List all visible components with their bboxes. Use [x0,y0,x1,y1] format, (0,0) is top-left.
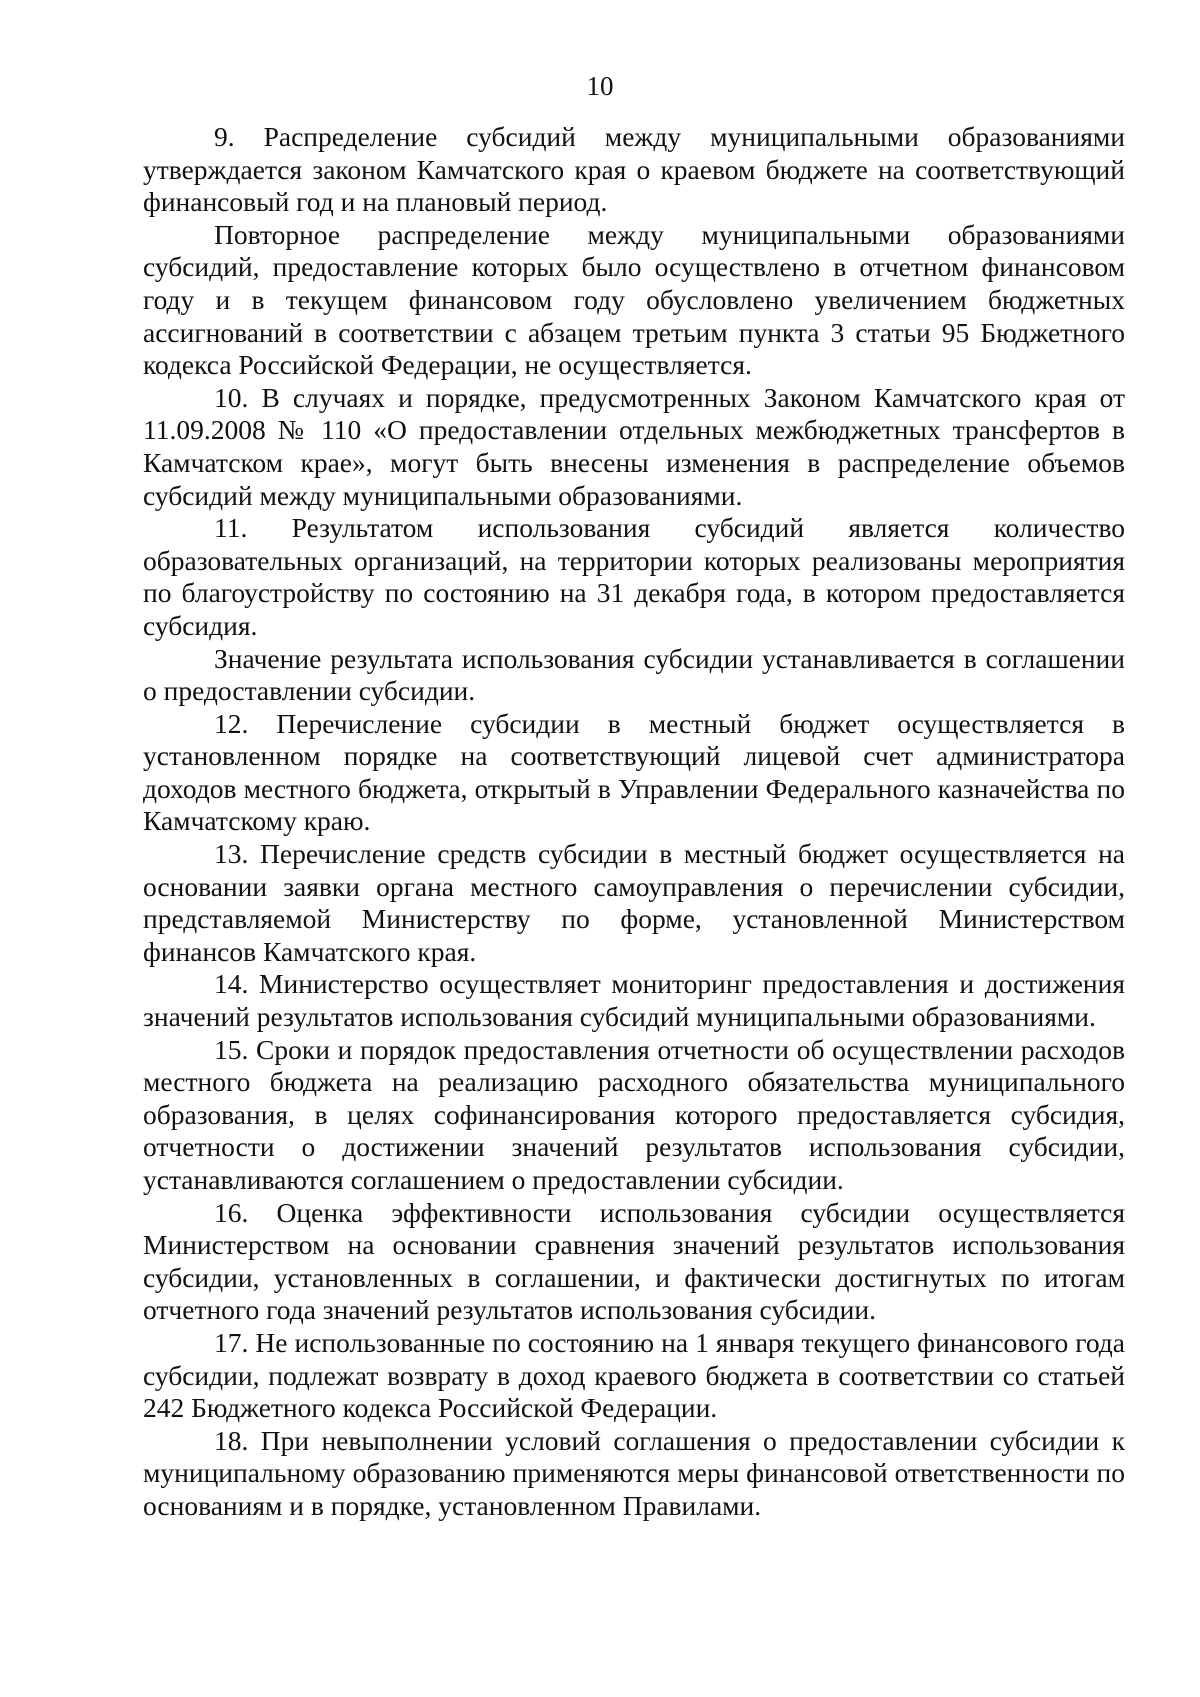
paragraph-16: 16. Оценка эффективности использования субсидии осуществляется Министерством на основании сравнения значений результатов использования субсидии, установленных в соглашении, и фактически достигнутых по итогам отчетного года значений результатов использования субсидии. [143,1196,1125,1326]
document-body [143,121,1125,1523]
paragraph-14: 14. Министерство осуществляет мониторинг предоставления и достижения значений результатов использования субсидий муниципальными образованиями. [143,968,1125,1033]
paragraph-11: 11. Результатом использования субсидий является количество образовательных организаций, на территории которых реализованы мероприятия по благоустройству по состоянию на 31 декабря года, в котором предоставляется субсидия. [143,512,1125,641]
paragraph-11-result-value: Значение результата использования субсидии устанавливается в соглашении о предоставлении субсидии. [143,642,1125,707]
page-number: 10 [586,71,614,101]
paragraph-12: 12. Перечисление субсидии в местный бюджет осуществляется в установленном порядке на соответствующий лицевой счет администратора доходов местного бюджета, открытый в Управлении Федерального казначейства по Камчатскому краю. [143,707,1125,837]
paragraph-17: 17. Не использованные по состоянию на 1 января текущего финансового года субсидии, подлежат возврату в доход краевого бюджета в соответствии со статьей 242 Бюджетного кодекса Российской Федерации. [143,1326,1125,1424]
paragraph-15: 15. Сроки и порядок предоставления отчетности об осуществлении расходов местного бюджета на реализацию расходного обязательства муниципального образования, в целях софинансирования которого предоставляется субсидия, отчетности о достижении значений результатов использования субсидии, устанавливаются соглашением о предоставлении субсидии. [143,1033,1125,1195]
paragraph-10: 10. В случаях и порядке, предусмотренных Законом Камчатского края от 11.09.2008 № 110 «О предоставлении отдельных межбюджетных трансфертов в Камчатском крае», могут быть внесены изменения в распределение объемов субсидий между муниципальными образованиями. [143,381,1125,511]
paragraph-13: 13. Перечисление средств субсидии в местный бюджет осуществляется на основании заявки органа местного самоуправления о перечислении субсидии, представляемой Министерству по форме, установленной Министерством финансов Камчатского края. [143,838,1125,967]
paragraph-9-repeat-distribution: Повторное распределение между муниципальными образованиями субсидий, предоставление которых было осуществлено в отчетном финансовом году и в текущем финансовом году обусловлено увеличением бюджетных ассигнований в соответствии с абзацем третьим пункта 3 статьи 95 Бюджетного кодекса Российской Федерации, не осуществляется. [143,218,1125,381]
paragraph-18: 18. При невыполнении условий соглашения о предоставлении субсидии к муниципальному образованию применяются меры финансовой ответственности по основаниям и в порядке, установленном Правилами. [143,1424,1125,1521]
paragraph-9: 9. Распределение субсидий между муниципальными образованиями утверждается законом Камчатского края о краевом бюджете на соответствующий финансовый год и на плановый период. [143,121,1125,218]
